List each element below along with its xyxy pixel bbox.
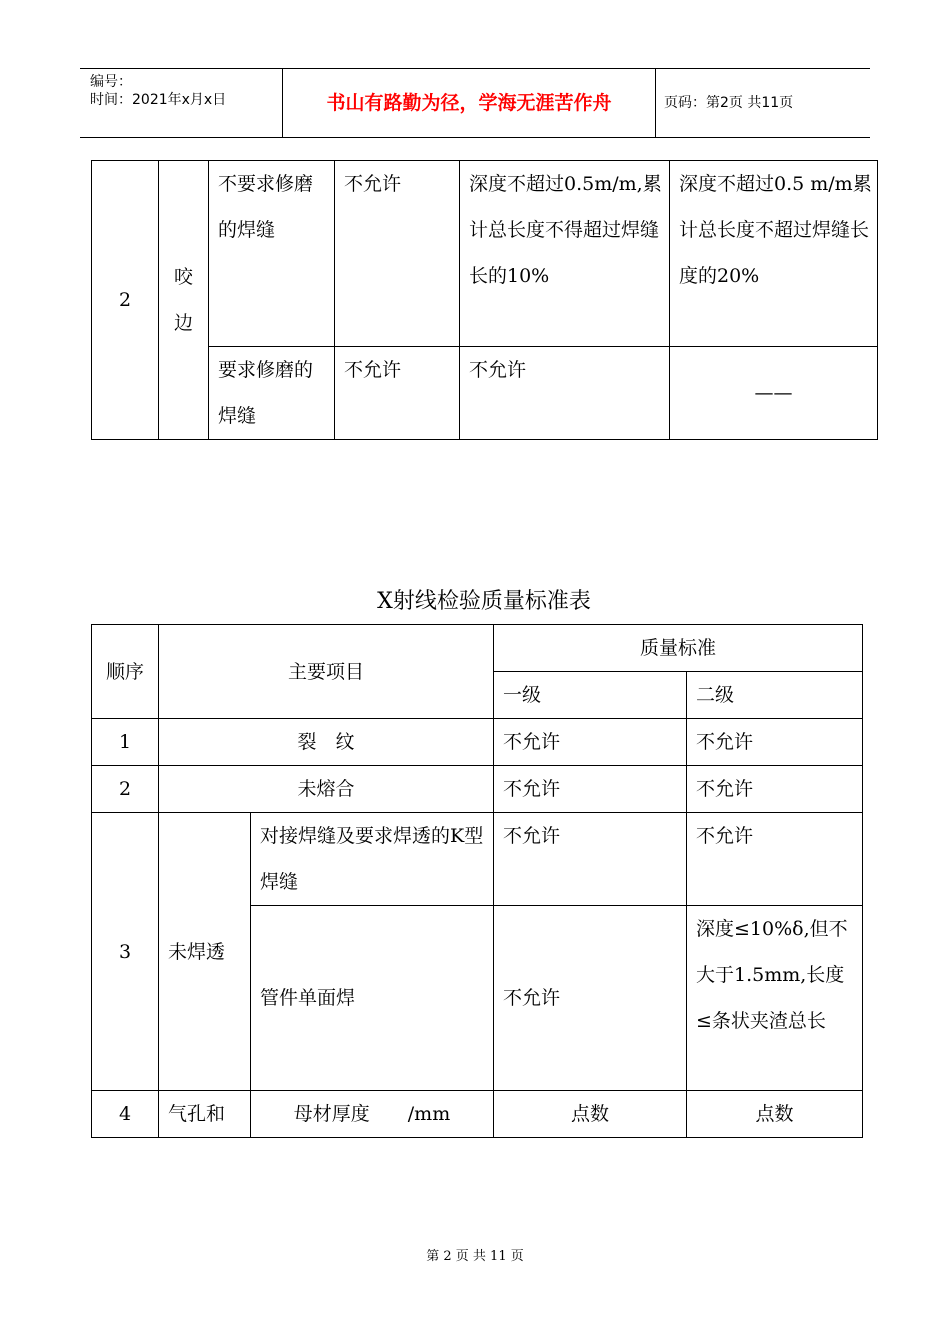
level1-cell: 不允许 bbox=[494, 766, 687, 813]
item-cell: 裂 纹 bbox=[159, 719, 494, 766]
header-item: 主要项目 bbox=[159, 625, 494, 719]
level1-cell: 不允许 bbox=[494, 906, 687, 1091]
seq-cell: 1 bbox=[92, 719, 159, 766]
page-header bbox=[80, 68, 870, 138]
level1-cell: 点数 bbox=[494, 1091, 687, 1138]
item-cell: 未焊透 bbox=[159, 813, 251, 1091]
table-title: X射线检验质量标准表 bbox=[377, 589, 591, 614]
header-meta bbox=[80, 69, 282, 137]
level2-cell: 深度≤10%δ,但不大于1.5mm,长度≤条状夹渣总长 bbox=[687, 906, 863, 1091]
level1-cell: 不允许 bbox=[335, 161, 460, 347]
level3-cell: 深度不超过0.5 m/m累计总长度不超过焊缝长度的20% bbox=[670, 161, 878, 347]
level3-cell: —— bbox=[670, 347, 878, 440]
sub-item-cell: 要求修磨的焊缝 bbox=[209, 347, 335, 440]
seq-cell: 3 bbox=[92, 813, 159, 1091]
header-level1: 一级 bbox=[494, 672, 687, 719]
sub-item-cell: 对接焊缝及要求焊透的K型焊缝 bbox=[251, 813, 494, 906]
header-seq: 顺序 bbox=[92, 625, 159, 719]
sub-item-cell: 不要求修磨的焊缝 bbox=[209, 161, 335, 347]
number-label: 编号： bbox=[90, 74, 132, 90]
time-label: 时间：2021年x月x日 bbox=[90, 92, 227, 108]
level2-cell: 不允许 bbox=[687, 813, 863, 906]
seq-cell: 2 bbox=[92, 161, 159, 440]
level2-cell: 不允许 bbox=[687, 719, 863, 766]
level1-cell: 不允许 bbox=[335, 347, 460, 440]
item-cell: 气孔和 bbox=[159, 1091, 251, 1138]
xray-standard-table bbox=[91, 624, 863, 1138]
level1-cell: 不允许 bbox=[494, 719, 687, 766]
level2-cell: 不允许 bbox=[460, 347, 670, 440]
level2-cell: 点数 bbox=[687, 1091, 863, 1138]
header-page-label: 页码：第2页 共11页 bbox=[664, 95, 794, 111]
item-cell: 咬边 bbox=[159, 161, 209, 440]
header-level2: 二级 bbox=[687, 672, 863, 719]
level2-cell: 深度不超过0.5m/m,累计总长度不得超过焊缝长的10% bbox=[460, 161, 670, 347]
seq-cell: 2 bbox=[92, 766, 159, 813]
page-footer: 第 2 页 共 11 页 bbox=[426, 1249, 524, 1264]
header-standard: 质量标准 bbox=[494, 625, 863, 672]
level2-cell: 不允许 bbox=[687, 766, 863, 813]
level1-cell: 不允许 bbox=[494, 813, 687, 906]
item-cell: 未熔合 bbox=[159, 766, 494, 813]
sub-item-cell: 管件单面焊 bbox=[251, 906, 494, 1091]
header-motto: 书山有路勤为径，学海无涯苦作舟 bbox=[282, 69, 656, 137]
seq-cell: 4 bbox=[92, 1091, 159, 1138]
sub-item-cell: 母材厚度 /mm bbox=[251, 1091, 494, 1138]
undercut-table bbox=[91, 160, 878, 440]
